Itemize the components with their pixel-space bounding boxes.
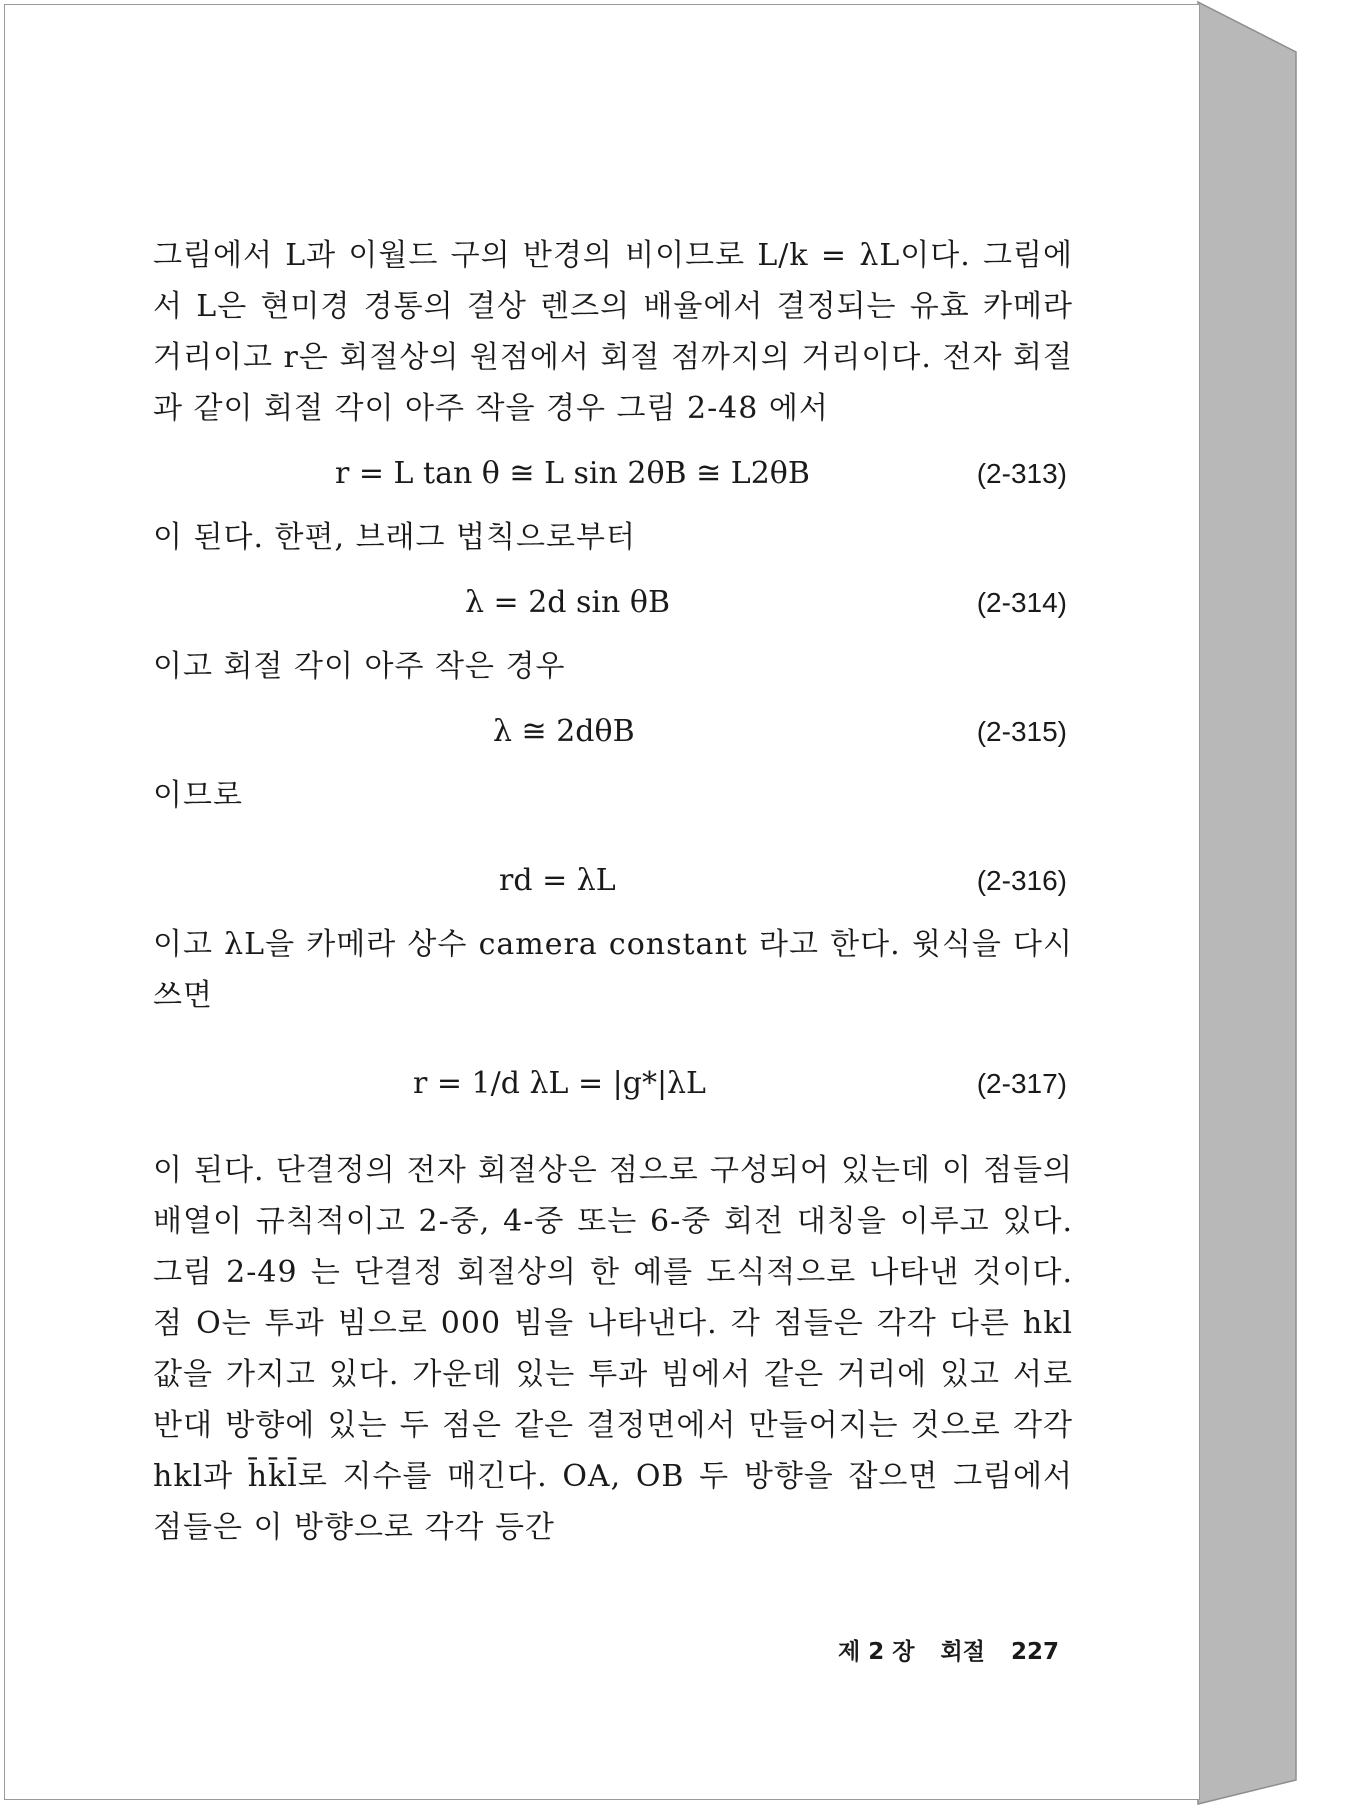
- book-page: [4, 4, 1200, 1800]
- equation-number: (2-316): [976, 865, 1067, 896]
- equation-number: (2-314): [976, 587, 1067, 618]
- equation-2-314: [153, 573, 1073, 633]
- footer-title: 회절: [940, 1639, 985, 1665]
- page-footer: [820, 1633, 1059, 1666]
- equation-text: λ = 2d sin θB: [465, 585, 671, 620]
- paragraph-6: 이 된다. 단결정의 전자 회절상은 점으로 구성되어 있는데 이 점들의 배열이 규칙적이고 2-중, 4-중 또는 6-중 회전 대칭을 이루고 있다. 그림 2-49 는 단결정 회절상의 한 예를 도식적으로 나타낸 것이다. 점 O는 투과 빔으로 000 빔을 나타낸다. 각 점들은 각각 다른 hkl 값을 가지고 있다. 가운데 있는 투과 빔에서 같은 거리에 있고 서로 반대 방향에 있는 두 점은 같은 결정면에서 만들어지는 것으로 각각 hkl과 h̄k̄l̄로 지수를 매긴다. OA, OB 두 방향을 잡으면 그림에서 점들은 이 방향으로 각각 등간: [153, 1153, 1073, 1545]
- equation-text: r = L tan θ ≅ L sin 2θB ≅ L2θB: [335, 456, 810, 491]
- paragraph-1: 그림에서 L과 이월드 구의 반경의 비이므로 L/k = λL이다. 그림에서 L은 현미경 경통의 결상 렌즈의 배율에서 결정되는 유효 카메라 거리이고 r은 회절상의 원점에서 회절 점까지의 거리이다. 전자 회절과 같이 회절 각이 아주 작을 경우 그림 2-48 에서: [153, 238, 1073, 426]
- equation-2-317: [153, 1041, 1073, 1127]
- paragraph-3: 이고 회절 각이 아주 작은 경우: [153, 649, 566, 684]
- paragraph-5: 이고 λL을 카메라 상수 camera constant 라고 한다. 윗식을 다시 쓰면: [153, 927, 1073, 1013]
- paragraph-2: 이 된다. 한편, 브래그 법칙으로부터: [153, 520, 636, 555]
- equation-number: (2-313): [976, 458, 1067, 489]
- equation-number: (2-315): [976, 716, 1067, 747]
- equation-2-315: [153, 702, 1073, 762]
- equation-text: λ ≅ 2dθB: [493, 714, 635, 749]
- footer-chapter: 제 2 장: [838, 1639, 915, 1665]
- equation-text: r = 1/d λL = |g*|λL: [413, 1066, 706, 1101]
- page-number: 227: [1010, 1639, 1059, 1665]
- equation-2-316: [153, 851, 1073, 911]
- paragraph-4: 이므로: [153, 778, 243, 813]
- equation-number: (2-317): [976, 1068, 1067, 1099]
- equation-text: rd = λL: [499, 863, 616, 898]
- equation-2-313: [153, 444, 1073, 504]
- page-content: [153, 230, 1073, 1553]
